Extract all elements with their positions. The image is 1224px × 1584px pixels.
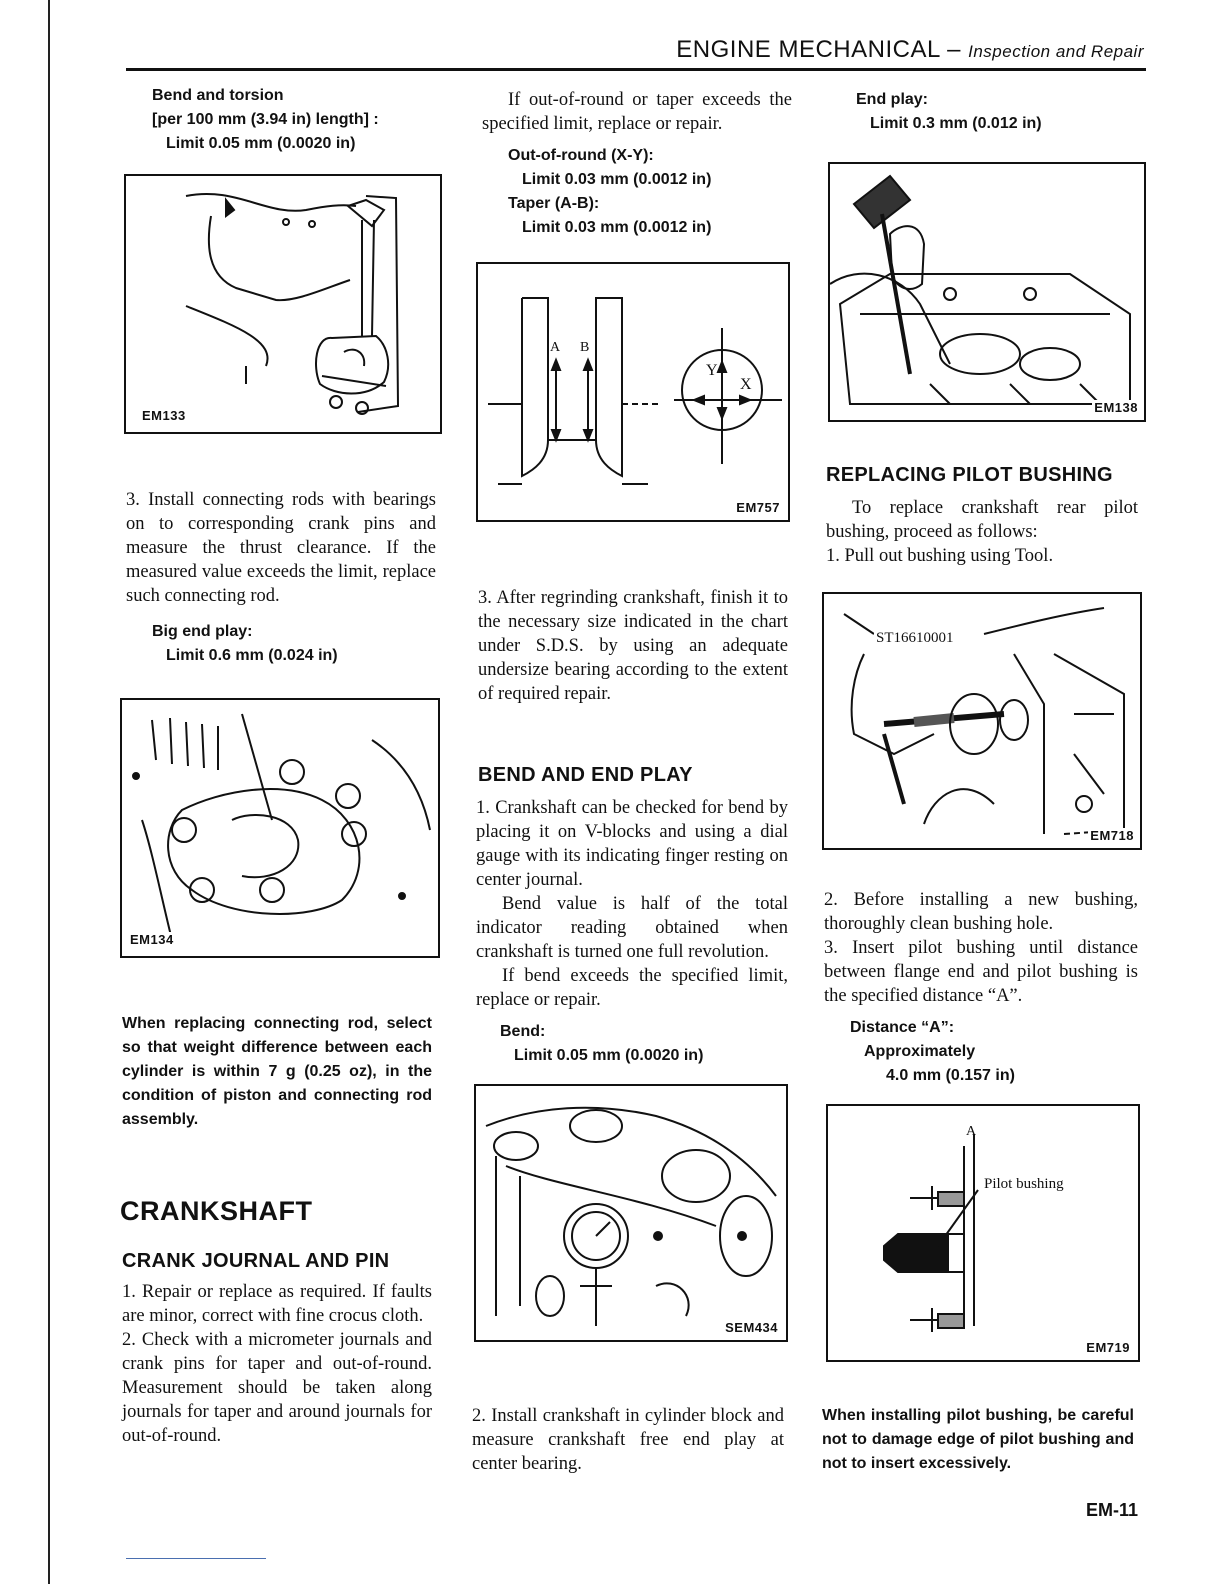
spec-bend-torsion <box>152 84 452 156</box>
page-binding-line <box>48 0 50 1584</box>
spec-label: End play: <box>856 91 929 108</box>
spec-label: Big end play: <box>152 623 253 640</box>
spec-limit: Limit 0.6 mm (0.024 in) <box>166 647 338 664</box>
step-3-text: 3. Insert pilot bushing until distance between flange end and pilot bushing is the specified distance “A”. <box>824 938 1138 1006</box>
note-text: When installing pilot bushing, be careful not to damage edge of pilot bushing and not to insert excessively. <box>822 1407 1134 1472</box>
paragraph-text: 2. Install crankshaft in cylinder block and measure crankshaft free end play at center bearing. <box>472 1406 784 1474</box>
spec-limit: Limit 0.03 mm (0.0012 in) <box>522 219 712 236</box>
figure-em134-big-end-play <box>120 698 440 958</box>
paragraph-text: 3. Install connecting rods with bearings on to corresponding crank pins and measure the thrust clearance. If the measured value exceeds the limit, replace such connecting rod. <box>126 490 436 606</box>
figure-code: EM718 <box>1090 828 1134 843</box>
step-1-text: 1. Pull out bushing using Tool. <box>826 546 1054 566</box>
pilot-bushing-steps <box>824 888 1138 1008</box>
figure-code: EM138 <box>1094 400 1138 415</box>
figure-code: EM719 <box>1086 1340 1130 1355</box>
spec-approx: Approximately <box>864 1043 976 1060</box>
section-title-replacing-pilot-bushing: REPLACING PILOT BUSHING <box>826 464 1113 486</box>
header-subtitle: Inspection and Repair <box>968 42 1144 61</box>
spec-bend-limit <box>500 1020 780 1068</box>
spec-limit: Limit 0.05 mm (0.0020 in) <box>514 1047 704 1064</box>
footer-rule <box>126 1558 266 1559</box>
figure-em718-pull-bushing <box>822 592 1142 850</box>
spec-big-end-play <box>152 620 442 668</box>
section-title-bend-end-play: BEND AND END PLAY <box>478 764 693 786</box>
figure-code: EM134 <box>130 932 174 947</box>
page-number: EM-11 <box>1085 1500 1138 1520</box>
label-a: A <box>550 340 561 355</box>
pilot-bushing-diagram <box>828 1106 1138 1360</box>
tool-label: ST16610001 <box>876 630 954 646</box>
spec-condition: [per 100 mm (3.94 in) length] : <box>152 111 379 128</box>
bend-end-play-text <box>476 796 788 1012</box>
section-title-crankshaft: CRANKSHAFT <box>120 1196 313 1226</box>
bend-description: Bend value is half of the total indicator reading obtained when crankshaft is turned one full revolution. <box>476 894 788 962</box>
note-replacing-connecting-rod <box>122 1012 432 1132</box>
crank-journal-steps <box>122 1280 432 1448</box>
figure-em138-end-play <box>828 162 1146 422</box>
spec-limit: Limit 0.05 mm (0.0020 in) <box>166 135 356 152</box>
step-3-connecting-rods <box>126 488 436 608</box>
bend-torsion-illustration <box>126 176 440 432</box>
label-b: B <box>580 340 590 355</box>
dial-gauge-illustration <box>476 1086 786 1340</box>
label-x: X <box>740 376 752 393</box>
spec-label: Taper (A-B): <box>508 195 600 212</box>
label-a: A <box>966 1124 977 1139</box>
note-installing-pilot-bushing <box>822 1404 1134 1476</box>
figure-code: SEM434 <box>725 1320 778 1335</box>
spec-label: Out-of-round (X-Y): <box>508 147 654 164</box>
pull-bushing-illustration <box>824 594 1140 848</box>
spec-distance-a <box>850 1016 1130 1088</box>
paragraph-text: 3. After regrinding crankshaft, finish it to the necessary size indicated in the chart under S.D.S. by using an adequate undersize bearing according to the extent of required repair. <box>478 588 788 704</box>
label-y: Y <box>706 362 718 379</box>
header-title: ENGINE MECHANICAL <box>676 36 940 63</box>
step-2-install-crankshaft <box>472 1404 784 1476</box>
subsection-title-crank-journal: CRANK JOURNAL AND PIN <box>122 1250 390 1272</box>
step-3-regrinding <box>478 586 788 706</box>
figure-em719-pilot-bushing <box>826 1104 1140 1362</box>
spec-label: Distance “A”: <box>850 1019 955 1036</box>
step-1-text: 1. Repair or replace as required. If faults are minor, correct with fine crocus cloth. <box>122 1282 432 1326</box>
paragraph-text: To replace crankshaft rear pilot bushing, proceed as follows: <box>826 498 1138 542</box>
intro-out-of-round <box>482 88 792 136</box>
figure-em757-measurement-diagram <box>476 262 790 522</box>
figure-sem434-dial-gauge <box>474 1084 788 1342</box>
spec-label: Bend: <box>500 1023 546 1040</box>
spec-limit: Limit 0.3 mm (0.012 in) <box>870 115 1042 132</box>
bend-exceed-text: If bend exceeds the specified limit, replace or repair. <box>476 966 788 1010</box>
step-2-text: 2. Before installing a new bushing, thoroughly clean bushing hole. <box>824 890 1138 934</box>
figure-code: EM133 <box>142 408 186 423</box>
step-1-text: 1. Crankshaft can be checked for bend by placing it on V-blocks and using a dial gauge with its indicating finger resting on center journal. <box>476 798 788 890</box>
spec-end-play <box>856 88 1126 136</box>
pilot-bushing-label: Pilot bushing <box>984 1176 1064 1192</box>
spec-limit: Limit 0.03 mm (0.0012 in) <box>522 171 712 188</box>
pilot-bushing-intro <box>826 496 1138 568</box>
header-separator: – <box>939 36 969 63</box>
note-text: When replacing connecting rod, select so that weight difference between each cylinder is within 7 g (0.25 oz), in the condition of piston and connecting rod assembly. <box>122 1015 432 1128</box>
figure-code: EM757 <box>736 500 780 515</box>
spec-out-of-round-taper <box>508 144 788 240</box>
step-2-text: 2. Check with a micrometer journals and crank pins for taper and out-of-round. Measurement should be taken along journals for taper and around journals for out-of-round. <box>122 1330 432 1446</box>
big-end-play-illustration <box>122 700 438 956</box>
figure-em133-bend-torsion <box>124 174 442 434</box>
header-rule <box>126 68 1146 71</box>
spec-label: Bend and torsion <box>152 87 284 104</box>
page-header <box>676 36 1144 64</box>
end-play-hammer-illustration <box>830 164 1144 420</box>
spec-value: 4.0 mm (0.157 in) <box>886 1067 1015 1084</box>
paragraph-text: If out-of-round or taper exceeds the specified limit, replace or repair. <box>482 90 792 134</box>
